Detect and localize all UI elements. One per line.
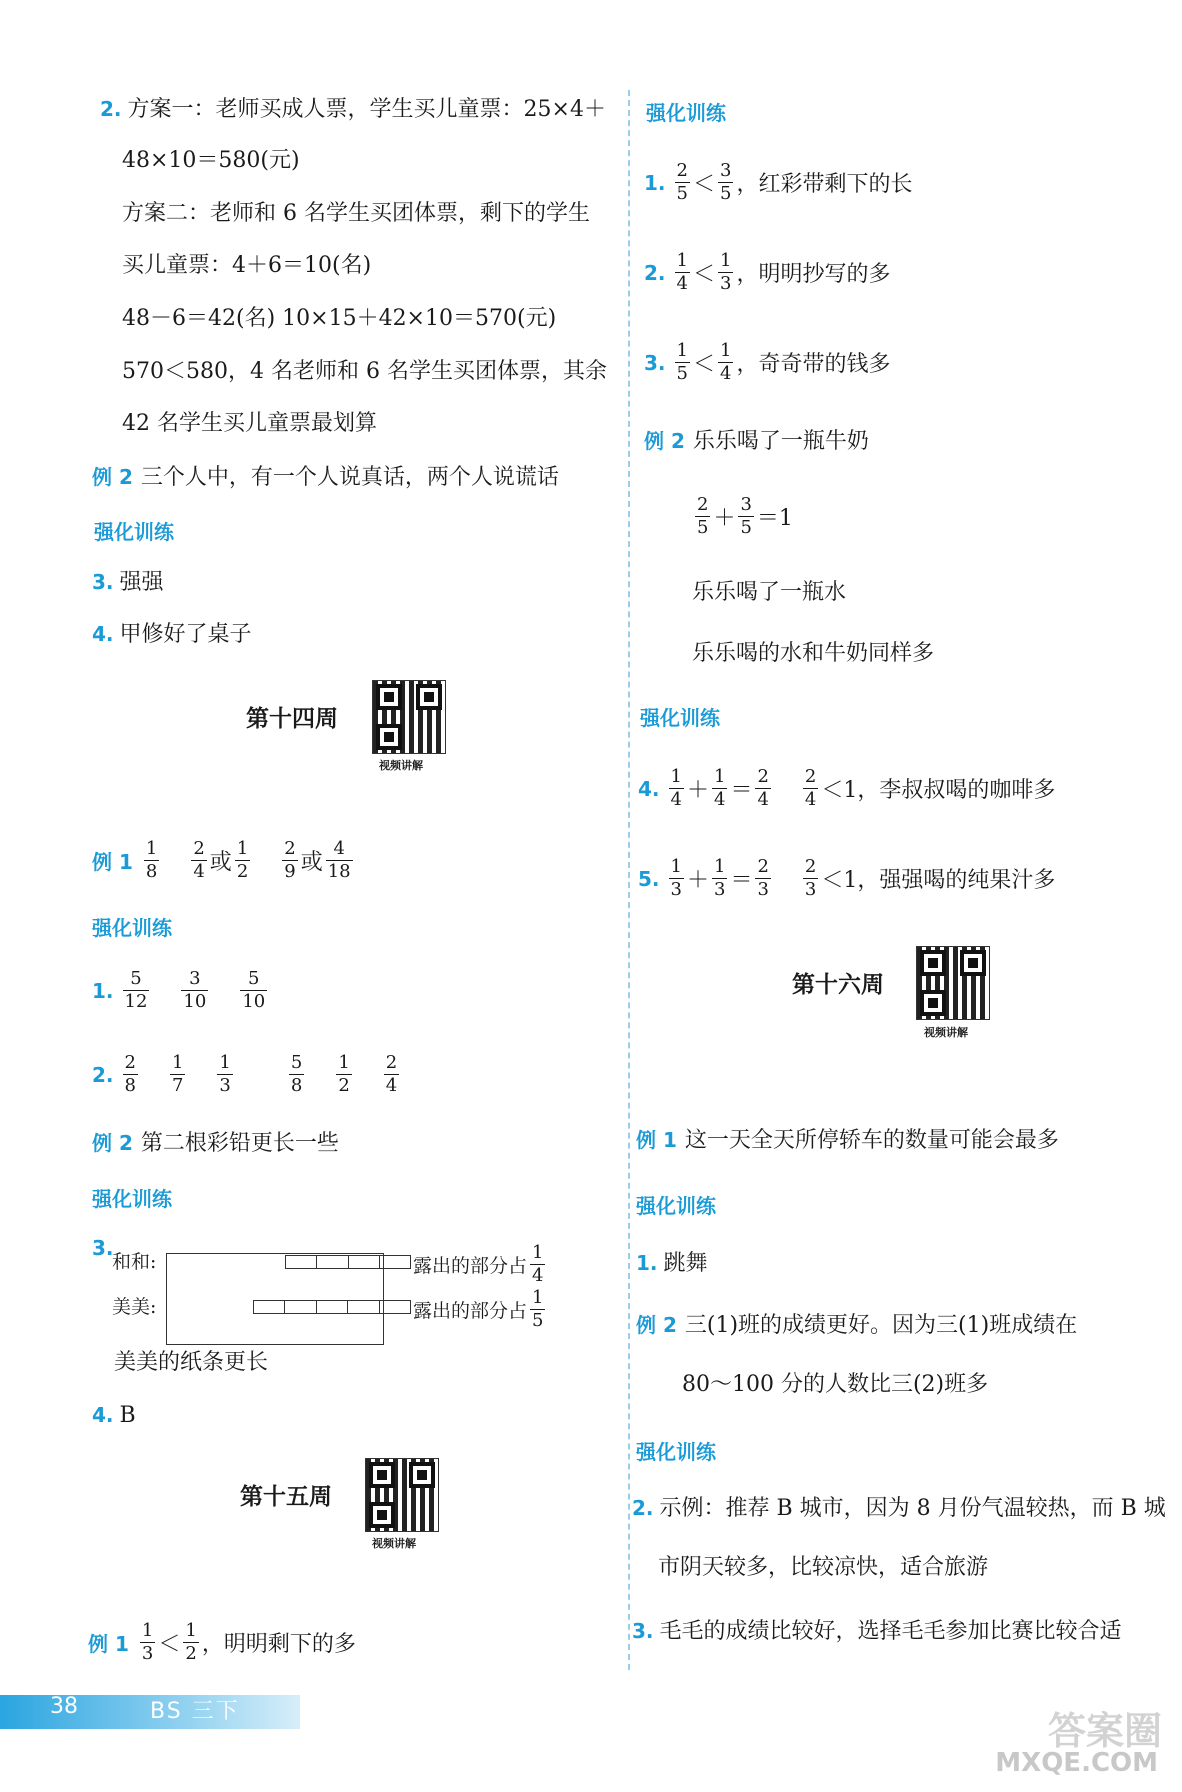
qr-code-icon[interactable]: [372, 680, 446, 754]
example2-line: [92, 462, 559, 493]
w16-q2-l2: 市阴天较多，比较凉快，适合旅游: [658, 1555, 989, 1580]
meimei-strip: [253, 1300, 411, 1314]
qr-code-icon[interactable]: [916, 946, 990, 1020]
example-text: 三个人中，有一个人说真话，两个人说谎话: [140, 465, 559, 490]
fraction: $\frac{1}{8}$: [145, 838, 158, 882]
w16-q3: 3. 毛毛的成绩比较好，选择毛毛参加比赛比较合适: [632, 1619, 1122, 1644]
week16-title: 第十六周: [792, 972, 884, 998]
meimei-label: 美美:: [112, 1296, 157, 1318]
fraction: $\frac{2}{9}$: [284, 838, 296, 882]
example-label: 例 1: [88, 1632, 129, 1656]
section-heading: 强化训练: [636, 1440, 716, 1464]
section-heading: 强化训练: [646, 101, 726, 125]
section-heading: 强化训练: [92, 1187, 172, 1211]
q4-text: 甲修好了桌子: [119, 622, 252, 647]
w15-example1: 例 1 $\frac{1}{3}$ ＜ $\frac{1}{2}$ ，明明剩下的多: [88, 1620, 356, 1664]
r-q4: 4. $\frac{1}{4}$ ＋ $\frac{1}{4}$ ＝ $\frac{2}{4}$ $\frac{2}{4}$ ＜1 ，李叔叔喝的咖啡多: [638, 766, 1056, 810]
w16-q2: 2. 示例：推荐 B 城市，因为 8 月份气温较热，而 B 城: [632, 1496, 1166, 1521]
example-label: 例 1: [92, 850, 133, 874]
hehe-label: 和和:: [112, 1251, 157, 1273]
w14-example2: [92, 1128, 339, 1159]
w14-q1: 1. $\frac{5}{12}$ $\frac{3}{10}$ $\frac{5}{10}$: [92, 968, 266, 1012]
qr-caption: 视频讲解: [924, 1026, 968, 1039]
section-heading: 强化训练: [92, 916, 172, 940]
q2-line6: 570＜580，4 名老师和 6 名学生买团体票，其余: [122, 359, 607, 384]
q2-text-1: 方案一：老师买成人票，学生买儿童票：25×4＋: [127, 97, 606, 122]
q1-number: 1.: [92, 978, 114, 1003]
q2-line4: 买儿童票：4＋6＝10(名): [122, 253, 372, 278]
qr-code-icon[interactable]: [365, 1458, 439, 1532]
q2-line1: [100, 94, 606, 125]
section-heading: 强化训练: [636, 1194, 716, 1218]
q2-number: 2.: [92, 1062, 114, 1087]
w14-q4: 4. B: [92, 1403, 136, 1428]
example-label: 例 2: [92, 465, 133, 489]
q2-line3: 方案二：老师和 6 名学生买团体票，剩下的学生: [122, 201, 590, 226]
w16-example2: 例 2 三(1)班的成绩更好。因为三(1)班成绩在: [636, 1313, 1078, 1338]
r-example2-equation: $\frac{2}{5}$ ＋ $\frac{3}{5}$ ＝1: [697, 494, 793, 538]
r-example2-l3: 乐乐喝的水和牛奶同样多: [692, 641, 935, 666]
or-text: 或: [300, 850, 323, 875]
w16-example1: 例 1 这一天全天所停轿车的数量可能会最多: [636, 1128, 1059, 1153]
series-label: BS 三下: [150, 1699, 240, 1724]
w14-q2: 2. $\frac{2}{8}$ $\frac{1}{7}$ $\frac{1}{3}$ $\frac{5}{8}$ $\frac{1}{2}$ $\frac{2}{4}$: [92, 1052, 398, 1096]
meimei-exposed: 露出的部分占 $\frac{1}{5}$: [413, 1287, 544, 1331]
r-q3: 3. $\frac{1}{5}$ ＜ $\frac{1}{4}$ ，奇奇带的钱多: [644, 340, 891, 384]
w14-q3-answer: 美美的纸条更长: [114, 1350, 269, 1375]
q3-line: [92, 567, 164, 598]
column-divider: [628, 90, 630, 1670]
watermark-logo: 答案圈: [1047, 1709, 1162, 1753]
qr-caption: 视频讲解: [379, 759, 423, 772]
watermark-url: MXQE.COM: [995, 1748, 1158, 1778]
w14-example1: [92, 838, 356, 883]
w16-example2-l2: 80～100 分的人数比三(2)班多: [682, 1372, 989, 1397]
w14-q3-number: 3.: [92, 1236, 114, 1260]
fraction: $\frac{1}{2}$: [236, 838, 249, 882]
or-text: 或: [209, 850, 232, 875]
fraction: $\frac{2}{4}$: [193, 838, 205, 882]
hehe-strip: [285, 1255, 411, 1269]
q2-number: 2.: [100, 97, 122, 121]
q2-line5: 48－6＝42(名) 10×15＋42×10＝570(元): [122, 306, 557, 331]
section-heading: 强化训练: [94, 520, 174, 544]
q3-text: 强强: [119, 570, 164, 595]
q4-line: [92, 619, 252, 650]
q2-line2: 48×10＝580(元): [122, 148, 300, 173]
page-number: 38: [50, 1694, 78, 1719]
r-q5: 5. $\frac{1}{3}$ ＋ $\frac{1}{3}$ ＝ $\frac{2}{3}$ $\frac{2}{3}$ ＜1 ，强强喝的纯果汁多: [638, 856, 1056, 900]
q4-number: 4.: [92, 622, 114, 646]
section-heading: 强化训练: [640, 706, 720, 730]
fraction: $\frac{4}{18}$: [327, 838, 351, 882]
q3-number: 3.: [92, 570, 114, 594]
example-text: 第二根彩铅更长一些: [140, 1131, 339, 1156]
example-label: 例 2: [92, 1131, 133, 1155]
week15-title: 第十五周: [240, 1484, 332, 1510]
hehe-exposed: 露出的部分占 $\frac{1}{4}$: [413, 1242, 544, 1286]
r-q2: 2. $\frac{1}{4}$ ＜ $\frac{1}{3}$ ，明明抄写的多: [644, 250, 891, 294]
w16-q1: 1. 跳舞: [636, 1251, 708, 1276]
r-example2-l2: 乐乐喝了一瓶水: [692, 580, 847, 605]
week14-title: 第十四周: [246, 706, 338, 732]
qr-caption: 视频讲解: [372, 1537, 416, 1550]
q2-line7: 42 名学生买儿童票最划算: [122, 411, 377, 436]
r-q1: 1. $\frac{2}{5}$ ＜ $\frac{3}{5}$ ，红彩带剩下的长: [644, 160, 913, 204]
r-example2: 例 2 乐乐喝了一瓶牛奶: [644, 429, 869, 454]
